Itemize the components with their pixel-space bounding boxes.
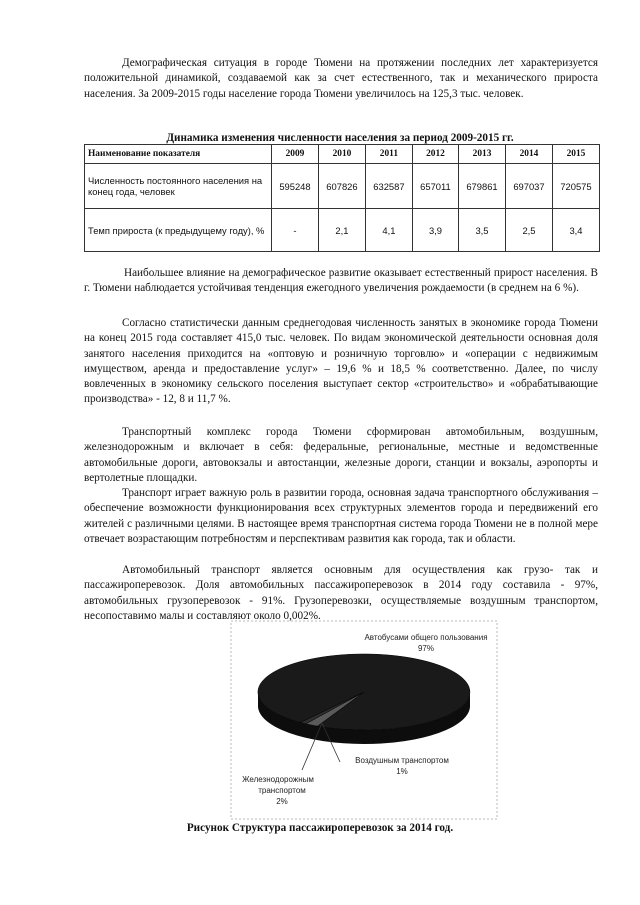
table-header-cell: 2009 (272, 145, 319, 164)
pie-slices (258, 654, 470, 730)
slice-value-rail: 2% (276, 797, 288, 806)
figure-caption: Рисунок Структура пассажироперевозок за 2014 год. (186, 822, 454, 834)
table-caption: Динамика изменения численности населения за период 2009-2015 гг. (166, 132, 514, 144)
paragraph-natural-growth: Наибольшее влияние на демографическое развитие оказывает естественный прирост населения. В г. Тюмени наблюдается устойчивая тенденция ежегодного увеличения рождаемости (в среднем на 6 %). (84, 267, 598, 295)
table-header-cell: 2013 (459, 145, 506, 164)
table-header-cell: 2011 (365, 145, 412, 164)
table-cell: 4,1 (365, 209, 412, 252)
table-header-cell: 2014 (505, 145, 552, 164)
pie-chart (230, 620, 498, 820)
table-cell: 595248 (272, 164, 319, 209)
table-cell: 697037 (505, 164, 552, 209)
table-cell: 3,4 (552, 209, 599, 252)
table-header-cell: 2015 (552, 145, 599, 164)
table-cell: 657011 (412, 164, 458, 209)
paragraph-road-transport: Автомобильный транспорт является основным для осуществления как грузо- так и пассажироперевозок. Доля автомобильных пассажироперевозок в 2014 году составила - 97%, автомобильных грузоперевозок - 91%. Грузоперевозки, осуществляемые воздушным транспортом, несопоставимо малы и составляют около 0,002%. (84, 564, 598, 622)
slice-label-air: Воздушным транспортом (355, 756, 449, 765)
table-header-row (85, 145, 600, 164)
population-table (84, 144, 600, 252)
slice-label-bus: Автобусами общего пользования (364, 633, 488, 642)
pie-slice-bus (258, 654, 470, 730)
table-header-cell: Наименование показателя (85, 145, 272, 164)
slice-value-bus: 97% (417, 644, 435, 653)
table-header-cell: 2012 (412, 145, 458, 164)
paragraph-employment: Согласно статистически данным среднегодовая численность занятых в экономике города Тюмени на конец 2015 года составляет 415,0 тыс. человек. По видам экономической деятельности основная доля занятого населения приходится на «оптовую и розничную торговлю» и «операции с недвижимым имуществом, аренда и предоставление услуг» – 19,6 % и 18,5 % соответственно. Далее, по числу вовлеченных в экономику сельского поселения выступает сектор «строительство» и «обрабатывающие производства» - 12, 8 и 11,7 %. (84, 317, 598, 406)
table-cell: 2,5 (505, 209, 552, 252)
table-cell: 679861 (459, 164, 506, 209)
table-cell: 2,1 (318, 209, 365, 252)
paragraph-demography: Демографическая ситуация в городе Тюмени на протяжении последних лет характеризуется положительной динамикой, создаваемой как за счет естественного, так и механического прироста населения. За 2009-2015 годы население города Тюмени увеличилось на 125,3 тыс. человек. (84, 57, 598, 100)
table-cell-indicator: Темп прироста (к предыдущему году), % (85, 209, 272, 252)
table-row (85, 209, 600, 252)
pie-chart-svg (230, 620, 498, 820)
slice-label-rail-2: транспортом (258, 786, 306, 795)
table-cell: 3,9 (412, 209, 458, 252)
table-cell: 3,5 (459, 209, 506, 252)
slice-value-air: 1% (396, 767, 408, 776)
table-cell: - (272, 209, 319, 252)
table-row (85, 164, 600, 209)
slice-label-rail-1: Железнодорожным (242, 775, 314, 784)
table-cell-indicator: Численность постоянного населения на конец года, человек (85, 164, 272, 209)
table-cell: 720575 (552, 164, 599, 209)
table-header-cell: 2010 (318, 145, 365, 164)
table-cell: 632587 (365, 164, 412, 209)
paragraph-transport-complex: Транспортный комплекс города Тюмени сформирован автомобильным, воздушным, железнодорожным и включает в себя: федеральные, региональные, местные и ведомственные автомобильные дороги, автовокзалы и автостанции, железные дороги, станции и вокзалы, аэропорты и вертолетные площадки. (84, 426, 598, 484)
table-cell: 607826 (318, 164, 365, 209)
paragraph-transport-role: Транспорт играет важную роль в развитии города, основная задача транспортного обслуживания – обеспечение возможности функционирования всех структурных элементов города и передвижений его жителей с различными целями. В настоящее время транспортная система города Тюмени не в полной мере отвечает возрастающим потребностям и перспективам развития как города, так и области. (84, 487, 598, 545)
